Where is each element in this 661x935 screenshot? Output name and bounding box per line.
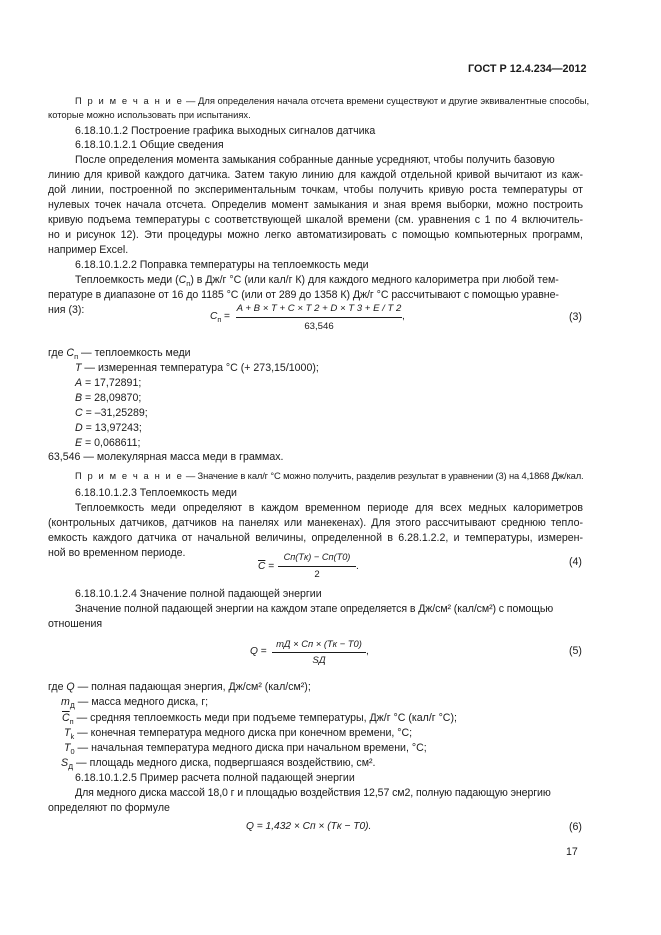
constant-b: B = 28,09870; — [75, 392, 142, 404]
where-cp-mean: $\overline{C}_п$ — средняя теплоемкость меди при подъеме температуры, Дж/г °С (кал/г °С); — [62, 712, 457, 727]
equation-5-comma: , — [366, 646, 369, 657]
equation-6: Q = 1,432 × Cп × (Tк − T0). — [246, 821, 372, 832]
paragraph-line: (контрольных датчиков, датчиков на панелях или манекенах). Для этого рассчитывают среднюю тепло- — [48, 517, 583, 529]
equation-3-comma: , — [402, 311, 405, 322]
equation-3-lhs: $С_п$ = — [210, 311, 230, 325]
equation-3-denominator: 63,546 — [304, 321, 334, 332]
paragraph-line: Теплоемкость меди $(C_п)$ в Дж/г °С (или кал/г К) для каждого медного калориметра при любой тем- — [75, 274, 559, 289]
equation-3-numerator: A + B × T + C × T 2 + D × T 3 + E / T 2 — [236, 303, 402, 314]
fraction-bar — [236, 317, 402, 318]
section-heading-6-18-10-1-2-4: 6.18.10.1.2.4 Значение полной падающей энергии — [75, 588, 322, 600]
paragraph-line: ной во временном периоде. — [48, 547, 186, 559]
document-code: ГОСТ Р 12.4.234—2012 — [468, 63, 587, 75]
equation-5-lhs: Q = — [250, 646, 267, 657]
note-label: П р и м е ч а н и е — [75, 95, 184, 106]
paragraph-line: Для медного диска массой 18,0 г и площадью воздействия 12,57 см2, полную падающую энергию — [75, 787, 551, 799]
constant-c: C = –31,25289; — [75, 407, 148, 419]
where-s: $S_Д$ — площадь медного диска, подвергшаяся воздействию, см². — [61, 757, 376, 772]
paragraph-line: пературе в диапазоне от 16 до 1185 °С (или от 289 до 1358 К) Дж/г °С рассчитывают с помощью уравне- — [48, 289, 559, 301]
section-heading-6-18-10-1-2-3: 6.18.10.1.2.3 Теплоемкость меди — [75, 487, 237, 499]
where-molar-mass: 63,546 — молекулярная масса меди в граммах. — [48, 451, 284, 463]
paragraph-line: Теплоемкость меди определяют в каждом временном периоде для всех медных калориметров — [75, 502, 583, 514]
where-cp: где $С_п$ — теплоемкость меди — [48, 347, 191, 362]
paragraph-line: дой линии, построенной по экспериментальным точкам, чтобы получить кривую роста температуры от — [48, 184, 583, 196]
paragraph-line: емкость каждого датчика от начальной величины, определенной в 6.28.1.2.2, и температуры, измерен- — [48, 532, 583, 544]
paragraph-line: но и рисунок 12). Эти процедуры можно легко автоматизировать с помощью компьютерных программ, — [48, 229, 583, 241]
where-tk: $T_k$ — конечная температура медного диска при конечном времени, °С; — [64, 727, 413, 742]
where-q: где Q — полная падающая энергия, Дж/см² (кал/см²); — [48, 681, 311, 693]
where-m: $m_Д$ — масса медного диска, г; — [61, 696, 209, 711]
equation-4-period: . — [356, 561, 359, 572]
paragraph-line: кривую подъема температуры с соответствующей шкалой времени (см. уравнения с 1 по 4 включитель- — [48, 214, 583, 226]
equation-4-number: (4) — [569, 556, 582, 568]
equation-5-number: (5) — [569, 645, 582, 657]
paragraph-line: После определения момента замыкания собранные данные усредняют, чтобы получить базовую — [75, 154, 555, 166]
note-2: П р и м е ч а н и е — Значение в кал/г °С можно получить, разделив результат в уравнении (3) на 4,1868 Дж/кал. — [75, 470, 584, 481]
paragraph-line: линию для кривой каждого датчика. Затем такую линию для каждой отдельной кривой вычитают из каж- — [48, 169, 583, 181]
section-heading-6-18-10-1-2: 6.18.10.1.2 Построение графика выходных сигналов датчика — [75, 125, 376, 137]
paragraph-line: определяют по формуле — [48, 802, 170, 814]
note-1-line-2: которые можно использовать при испытаниях. — [48, 109, 251, 120]
equation-4-lhs: $\overline{C}$ = — [258, 561, 275, 572]
equation-5-denominator: SД — [312, 655, 326, 666]
equation-6-number: (6) — [569, 821, 582, 833]
where-t: T — измеренная температура °С (+ 273,15/1000); — [75, 362, 319, 374]
constant-a: A = 17,72891; — [75, 377, 142, 389]
page-number: 17 — [566, 846, 578, 858]
equation-5-numerator: mД × Cп × (Tк − T0) — [276, 638, 362, 649]
constant-d: D = 13,97243; — [75, 422, 142, 434]
note-1-text: — Для определения начала отсчета времени существуют и другие эквивалентные способы, — [183, 95, 590, 106]
equation-3-number: (3) — [569, 311, 582, 323]
paragraph-line: например Excel. — [48, 244, 129, 256]
paragraph-line: ния (3): — [48, 304, 85, 316]
equation-4-denominator: 2 — [314, 569, 320, 580]
paragraph-line: Значение полной падающей энергии на каждом этапе определяется в Дж/см² (кал/см²) с помощью — [75, 603, 554, 615]
note-1-line-1 — [75, 93, 589, 108]
paragraph-line: нулевых точек начала отсчета. Определив момент замыкания и зная время выборки, можно построить — [48, 199, 583, 211]
constant-e: E = 0,068611; — [75, 437, 141, 449]
section-heading-6-18-10-1-2-2: 6.18.10.1.2.2 Поправка температуры на теплоемкость меди — [75, 259, 369, 271]
section-heading-6-18-10-1-2-5: 6.18.10.1.2.5 Пример расчета полной падающей энергии — [75, 772, 355, 784]
equation-4-numerator: Cп(Tк) − Cп(T0) — [283, 552, 351, 562]
paragraph-line: отношения — [48, 618, 103, 630]
section-heading-6-18-10-1-2-1: 6.18.10.1.2.1 Общие сведения — [75, 139, 224, 151]
where-t0: $T_0$ — начальная температура медного диска при начальном времени, °С; — [64, 742, 427, 757]
